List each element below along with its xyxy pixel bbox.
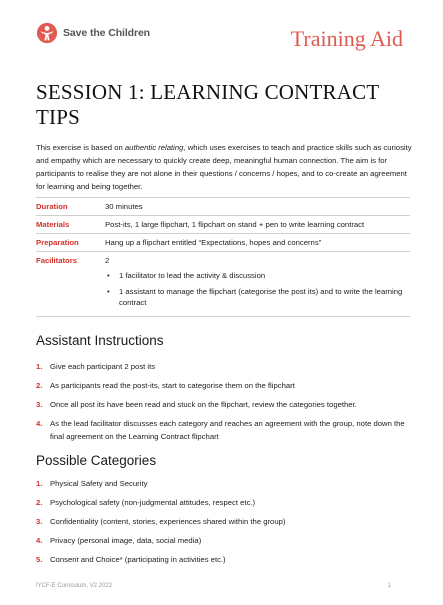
detail-value: Post-its, 1 large flipchart, 1 flipchart on stand + pen to write learning contract	[105, 220, 365, 229]
detail-row-facilitators	[36, 252, 410, 317]
save-the-children-logo	[36, 22, 150, 44]
assistant-instructions-list	[36, 360, 414, 449]
page-header	[36, 16, 413, 56]
list-item: • 1 assistant to manage the flipchart (categorise the post its) and to write the learning contract	[105, 286, 410, 308]
page-number: 1	[387, 583, 391, 589]
intro-italic: authentic relating	[124, 143, 184, 152]
child-figure-icon	[36, 22, 58, 44]
item-number: 3.	[36, 400, 43, 409]
session-details-table	[36, 197, 410, 317]
item-number: 2.	[36, 498, 43, 507]
item-number: 4.	[36, 419, 43, 428]
detail-label: Preparation	[36, 238, 79, 247]
item-text: Physical Safety and Security	[50, 479, 148, 488]
item-text: Confidentiality (content, stories, experiences shared within the group)	[50, 517, 286, 526]
item-number: 4.	[36, 536, 43, 545]
detail-value: Hang up a flipchart entitled “Expectations, hopes and concerns”	[105, 238, 322, 247]
item-text: Give each participant 2 post its	[50, 362, 156, 371]
detail-value	[105, 252, 410, 316]
page-title: SESSION 1: LEARNING CONTRACT TIPS	[36, 80, 379, 129]
item-number: 3.	[36, 517, 43, 526]
detail-label: Facilitators	[36, 256, 78, 265]
item-text: As the lead facilitator discusses each category and reaches an agreement with the group, note down the final agreement on the Learning Contract flipchart	[50, 419, 405, 441]
facilitator-list	[105, 270, 410, 308]
list-item	[36, 417, 414, 443]
detail-label: Duration	[36, 202, 68, 211]
document-type-label: Training Aid	[290, 26, 403, 51]
list-item	[36, 534, 414, 547]
item-text: Psychological safety (non-judgmental attitudes, respect etc.)	[50, 498, 256, 507]
list-item	[36, 515, 414, 528]
detail-value: 30 minutes	[105, 202, 143, 211]
possible-categories-list	[36, 477, 414, 572]
org-name: Save the Children	[63, 27, 150, 39]
assistant-instructions-heading: Assistant Instructions	[36, 333, 164, 348]
item-number: 5.	[36, 555, 43, 564]
possible-categories-heading: Possible Categories	[36, 453, 157, 468]
detail-row-materials	[36, 216, 410, 234]
facilitator-count: 2	[105, 256, 110, 265]
item-text: Privacy (personal image, data, social media)	[50, 536, 202, 545]
intro-text-1: This exercise is based on	[36, 143, 125, 152]
list-item	[36, 553, 414, 566]
item-number: 2.	[36, 381, 43, 390]
list-item: • 1 facilitator to lead the activity & discussion	[105, 270, 410, 281]
item-number: 1.	[36, 479, 43, 488]
detail-row-preparation	[36, 234, 410, 252]
intro-paragraph	[36, 141, 414, 193]
item-text: Consent and Choice* (participating in activities etc.)	[50, 555, 226, 564]
list-item	[36, 360, 414, 373]
item-number: 1.	[36, 362, 43, 371]
list-item	[36, 477, 414, 490]
list-item	[36, 496, 414, 509]
footer-text: IYCF-E Curriculum, V2 2022	[36, 583, 113, 589]
item-text: Once all post its have been read and stuck on the flipchart, review the categories together.	[50, 400, 357, 409]
list-item	[36, 398, 414, 411]
detail-label: Materials	[36, 220, 70, 229]
list-item	[36, 379, 414, 392]
intro-text-2: , which uses exercises to teach and practice skills such as curiosity and empathy which are necessary to quickly create deep, meaningful human connection. The aim is for participants to realise they are not alone in their questions / concerns / hopes, and to co-create an agreement for learning and being together.	[36, 143, 412, 191]
item-text: As participants read the post-its, start to categorise them on the flipchart	[50, 381, 295, 390]
detail-row-duration	[36, 197, 410, 216]
